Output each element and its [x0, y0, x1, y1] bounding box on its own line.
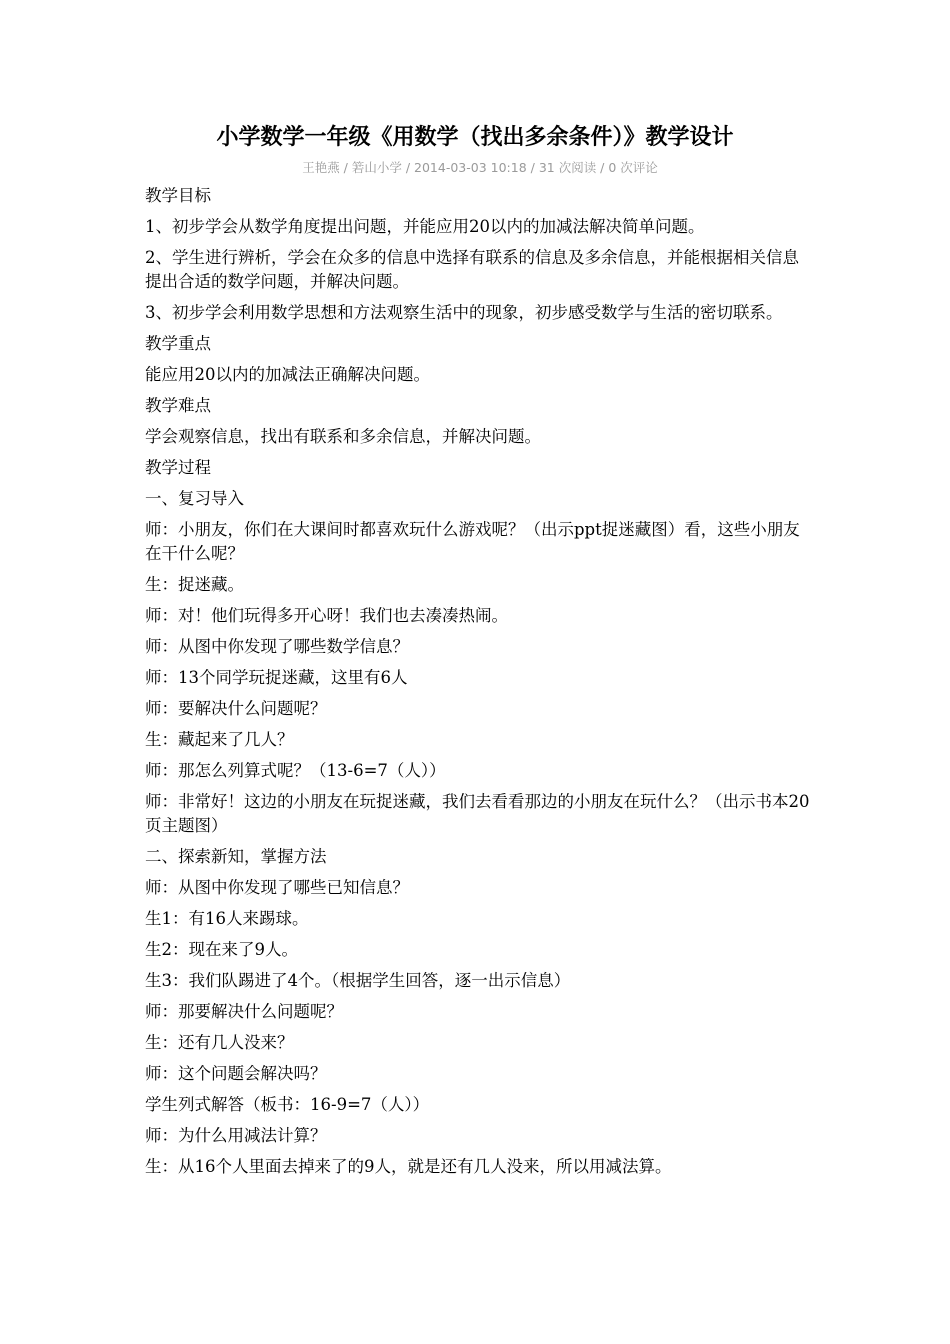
paragraph: 生：从16个人里面去掉来了的9人，就是还有几人没来，所以用减法算。 [145, 1157, 672, 1176]
paragraph: 生：捉迷藏。 [145, 575, 244, 594]
document-body [145, 184, 815, 1179]
paragraph: 师：要解决什么问题呢？ [145, 699, 327, 718]
paragraph: 二、探索新知，掌握方法 [145, 847, 327, 866]
paragraph: 师：对！他们玩得多开心呀！我们也去凑凑热闹。 [145, 606, 508, 625]
paragraph: 学生列式解答（板书：16-9=7（人）） [145, 1095, 430, 1114]
document-title: 小学数学一年级《用数学（找出多余条件）》教学设计 [216, 125, 734, 150]
paragraph: 学会观察信息，找出有联系和多余信息，并解决问题。 [145, 427, 541, 446]
paragraph: 师：这个问题会解决吗？ [145, 1064, 327, 1083]
paragraph: 生：还有几人没来？ [145, 1033, 294, 1052]
paragraph: 师：小朋友，你们在大课间时都喜欢玩什么游戏呢？（出示ppt捉迷藏图）看，这些小朋友在干什么呢？ [145, 520, 800, 563]
paragraph: 能应用20以内的加减法正确解决问题。 [145, 365, 430, 384]
paragraph: 师：从图中你发现了哪些已知信息？ [145, 878, 409, 897]
paragraph: 教学难点 [145, 396, 211, 415]
paragraph: 2、学生进行辨析，学会在众多的信息中选择有联系的信息及多余信息，并能根据相关信息提出合适的数学问题，并解决问题。 [145, 248, 799, 291]
paragraph: 师：13个同学玩捉迷藏，这里有6人 [145, 668, 408, 687]
document-page [145, 118, 815, 1186]
paragraph: 教学目标 [145, 186, 211, 205]
paragraph: 生2：现在来了9人。 [145, 940, 298, 959]
paragraph: 师：那怎么列算式呢？（13-6=7（人）） [145, 761, 446, 780]
paragraph: 师：为什么用减法计算？ [145, 1126, 327, 1145]
paragraph: 师：非常好！这边的小朋友在玩捉迷藏，我们去看看那边的小朋友在玩什么？（出示书本20页主题图） [145, 792, 810, 835]
document-meta: 王艳燕 / 箬山小学 / 2014-03-03 10:18 / 31 次阅读 / 0 次评论 [302, 160, 658, 175]
paragraph: 生3：我们队踢进了4个。（根据学生回答，逐一出示信息） [145, 971, 571, 990]
paragraph: 教学重点 [145, 334, 211, 353]
paragraph: 一、复习导入 [145, 489, 244, 508]
paragraph: 生1：有16人来踢球。 [145, 909, 309, 928]
paragraph: 教学过程 [145, 458, 211, 477]
paragraph: 1、初步学会从数学角度提出问题，并能应用20以内的加减法解决简单问题。 [145, 217, 705, 236]
paragraph: 生：藏起来了几人？ [145, 730, 294, 749]
paragraph: 3、初步学会利用数学思想和方法观察生活中的现象，初步感受数学与生活的密切联系。 [145, 303, 783, 322]
paragraph: 师：那要解决什么问题呢？ [145, 1002, 343, 1021]
paragraph: 师：从图中你发现了哪些数学信息？ [145, 637, 409, 656]
